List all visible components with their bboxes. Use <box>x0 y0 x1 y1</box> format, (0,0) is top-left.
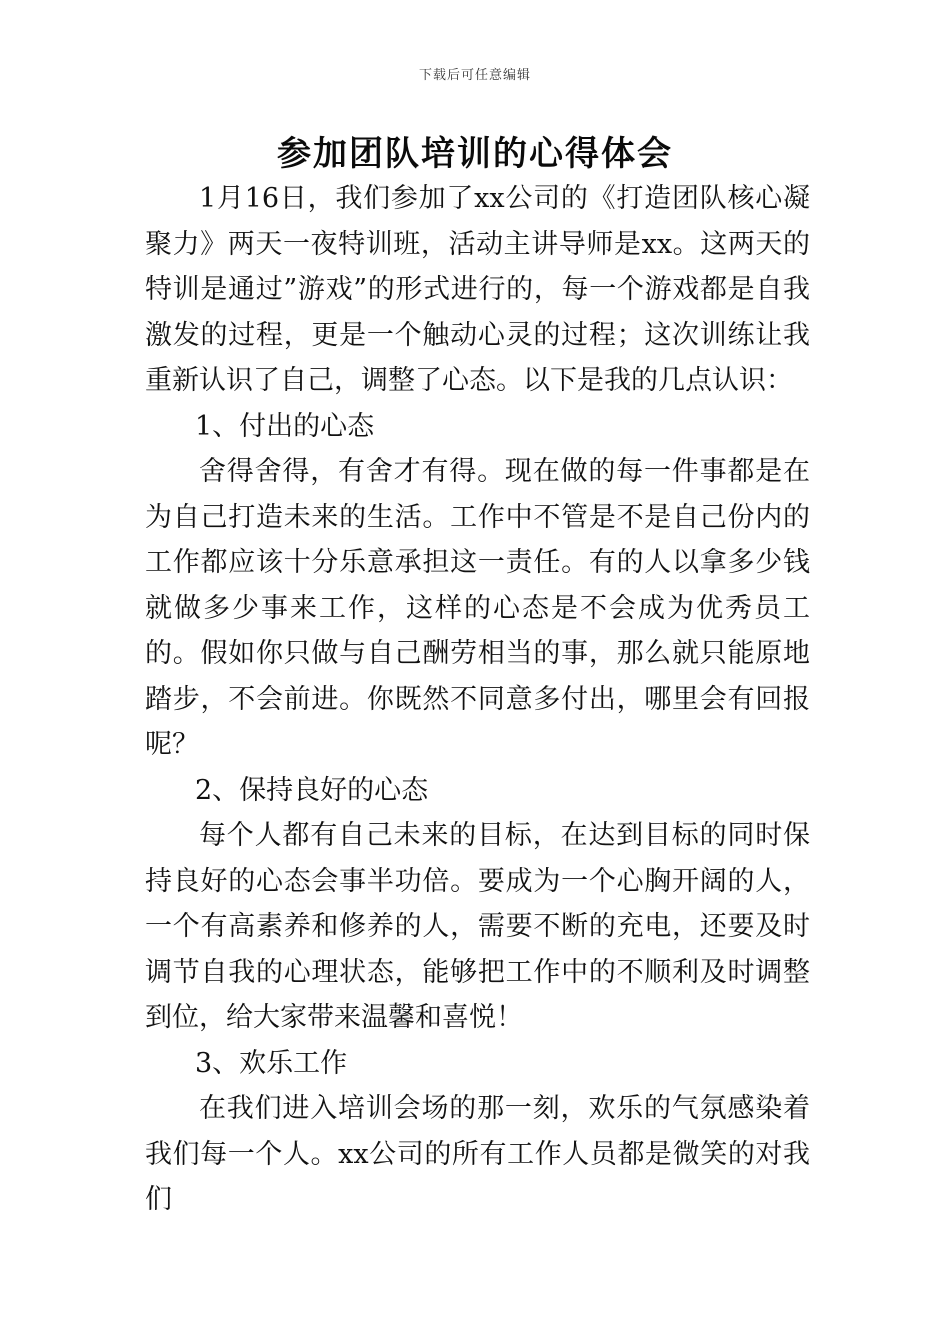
section-1-paragraph: 舍得舍得，有舍才有得。现在做的每一件事都是在为自己打造未来的生活。工作中不管是不是自己份内的工作都应该十分乐意承担这一责任。有的人以拿多少钱就做多少事来工作，这样的心态是不会成为优秀员工的。假如你只做与自己酬劳相当的事，那么就只能原地踏步，不会前进。你既然不同意多付出，哪里会有回报呢？ <box>145 456 810 760</box>
section-heading-2: 2、保持良好的心态 <box>195 774 429 806</box>
section-3-paragraph: 在我们进入培训会场的那一刻，欢乐的气氛感染着我们每一个人。xx公司的所有工作人员都是微笑的对我们 <box>145 1093 810 1215</box>
document-title: 参加团队培训的心得体会 <box>277 134 673 174</box>
header-note: 下载后可任意编辑 <box>418 68 531 83</box>
section-heading-3: 3、欢乐工作 <box>195 1047 348 1079</box>
section-2-paragraph: 每个人都有自己未来的目标，在达到目标的同时保持良好的心态会事半功倍。要成为一个心胸开阔的人，一个有高素养和修养的人，需要不断的充电，还要及时调节自我的心理状态，能够把工作中的不顺利及时调整到位，给大家带来温馨和喜悦！ <box>145 820 810 1033</box>
document-body <box>145 176 810 1223</box>
intro-paragraph: 1月16日，我们参加了xx公司的《打造团队核心凝聚力》两天一夜特训班，活动主讲导师是xx。这两天的特训是通过”游戏”的形式进行的，每一个游戏都是自我激发的过程，更是一个触动心灵的过程；这次训练让我重新认识了自己，调整了心态。以下是我的几点认识： <box>145 183 810 396</box>
section-heading-1: 1、付出的心态 <box>195 410 375 442</box>
